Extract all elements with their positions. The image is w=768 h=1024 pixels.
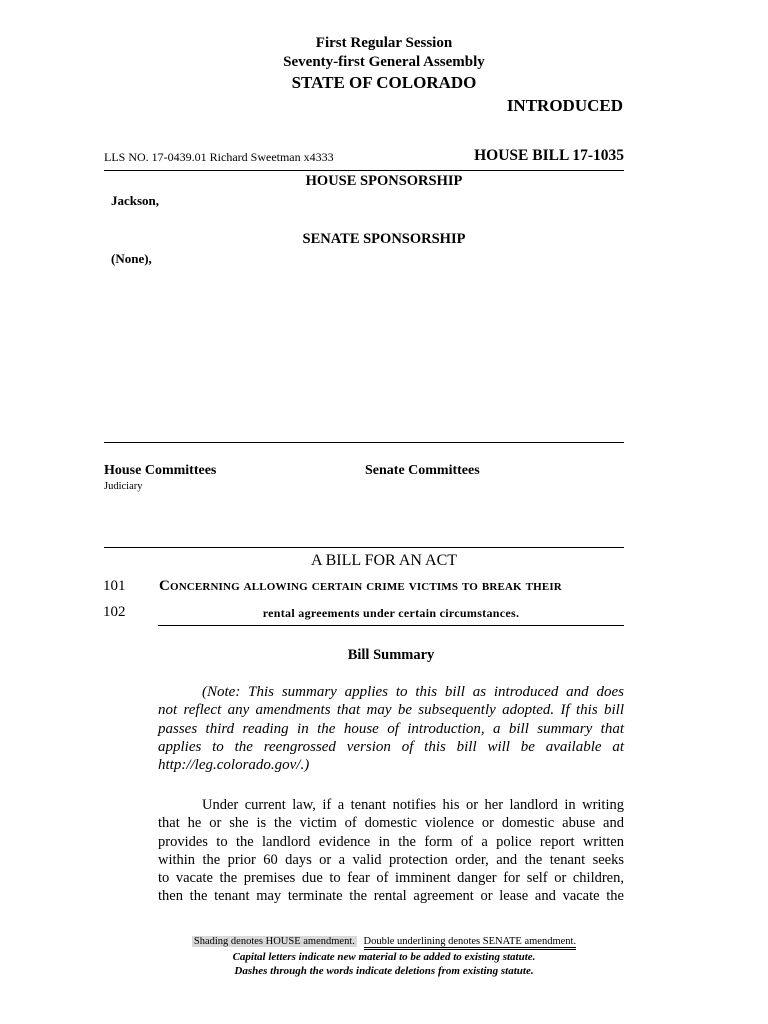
dashes-note: Dashes through the words indicate deletions from existing statute. <box>234 965 534 977</box>
house-amendment-note: Shading denotes HOUSE amendment. <box>193 936 355 947</box>
session-title: First Regular Session <box>315 35 453 51</box>
bill-title-line-2: rental agreements under certain circumstances. <box>262 606 520 620</box>
senate-sponsors: (None), <box>111 251 152 266</box>
act-heading: A BILL FOR AN ACT <box>310 552 458 569</box>
status-label: INTRODUCED <box>506 96 623 115</box>
summary-heading: Bill Summary <box>347 647 435 663</box>
summary-body-line: to vacate the premises due to fear of imminent danger for self or children, <box>158 870 624 887</box>
line-number-102: 102 <box>103 604 126 620</box>
senate-sponsorship-heading: SENATE SPONSORSHIP <box>302 231 466 247</box>
summary-note <box>158 683 624 774</box>
summary-note-line: passes third reading in the house of introduction, a bill summary that <box>158 720 624 737</box>
summary-body <box>158 796 624 906</box>
house-committees-heading: House Committees <box>104 463 217 478</box>
senate-amendment-note: Double underlining denotes SENATE amendment. <box>364 936 577 950</box>
house-bill-number: HOUSE BILL 17-1035 <box>474 147 624 164</box>
header-divider <box>104 170 624 171</box>
state-title: STATE OF COLORADO <box>291 73 477 92</box>
assembly-title: Seventy-first General Assembly <box>283 54 485 70</box>
summary-body-line: then the tenant may terminate the rental agreement or lease and vacate the <box>158 888 624 905</box>
summary-body-line: Under current law, if a tenant notifies his or her landlord in writing <box>202 797 624 813</box>
summary-body-line: within the prior 60 days or a valid protection order, and the tenant seeks <box>158 851 624 868</box>
lls-number: LLS NO. 17-0439.01 Richard Sweetman x4333 <box>104 150 334 164</box>
line-number-101: 101 <box>103 578 126 594</box>
bill-title-underline <box>158 625 624 626</box>
senate-committees-heading: Senate Committees <box>365 463 480 478</box>
house-sponsorship-heading: HOUSE SPONSORSHIP <box>305 173 463 189</box>
committees-divider <box>104 547 624 548</box>
summary-body-line: provides to the landlord evidence in the form of a police report written <box>158 833 624 850</box>
summary-note-line: not reflect any amendments that may be subsequently adopted. If this bill <box>158 702 624 719</box>
summary-note-line: (Note: This summary applies to this bill as introduced and does <box>202 684 624 700</box>
house-committees-list: Judiciary <box>104 481 143 492</box>
house-sponsors: Jackson, <box>111 193 160 208</box>
footer-legend <box>0 935 768 978</box>
summary-body-line: that he or she is the victim of domestic violence or domestic abuse and <box>158 815 624 832</box>
summary-note-line: applies to the reengrossed version of this bill will be available at <box>158 738 624 755</box>
capital-letters-note: Capital letters indicate new material to be added to existing statute. <box>232 951 536 963</box>
bill-title-line-1: Concerning allowing certain crime victims to break their <box>159 578 562 594</box>
sponsorship-divider <box>104 442 624 443</box>
summary-note-line: http://leg.colorado.gov/.) <box>158 757 310 774</box>
